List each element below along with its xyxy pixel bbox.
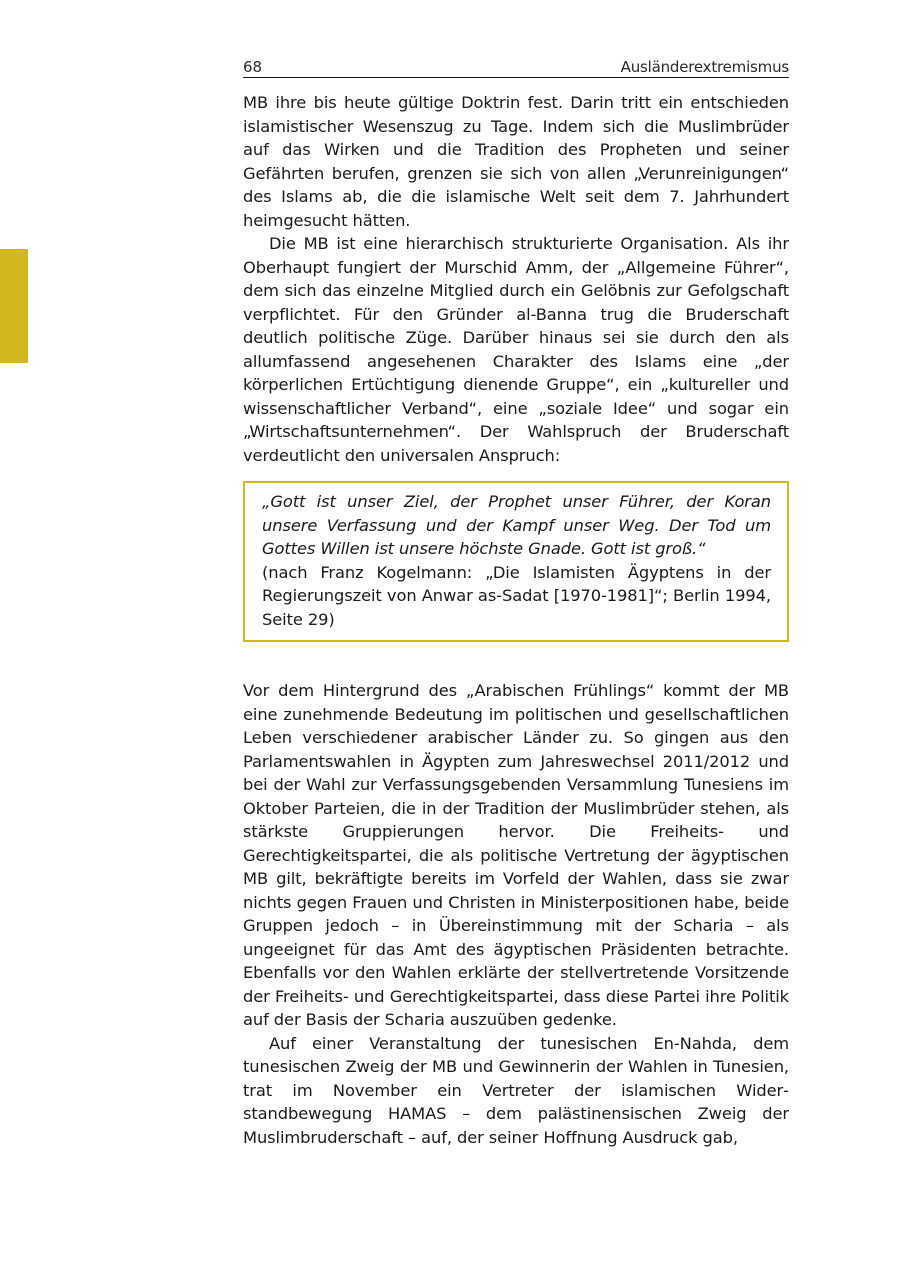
quote-text: „Gott ist unser Ziel, der Prophet unser Führer, der Koran unsere Verfassung und der Kampf unser Weg. Der Tod um Gottes Willen ist unsere höchste Gnade. Gott ist groß.“ bbox=[262, 492, 771, 558]
body-text-bottom bbox=[243, 679, 789, 1149]
section-title: Ausländerextremismus bbox=[620, 58, 789, 76]
body-text-top bbox=[243, 91, 789, 467]
page-content bbox=[243, 50, 789, 1149]
paragraph: Auf einer Veranstaltung der tunesischen En-Nahda, dem tunesischen Zweig der MB und Gewinnerin der Wahlen in Tunesien, trat im November ein Vertreter der islamischen Widerstandbewegung HAMAS – dem palästinensischen Zweig der Muslimbruderschaft – auf, der seiner Hoffnung Ausdruck gab, bbox=[243, 1033, 789, 1147]
chapter-marker-tab bbox=[0, 249, 28, 363]
paragraph: Die MB ist eine hierarchisch strukturierte Organisation. Als ihr Oberhaupt fungiert der Murschid Amm, der „Allgemeine Führer“, dem sich das einzelne Mitglied durch ein Gelöbnis zur Gefolgschaft verpflichtet. Für den Gründer al-Banna trug die Bruderschaft deutlich politische Züge. Darüber hinaus sei sie durch den als allumfassend angesehenen Charakter des Islams eine „der körperlichen Ertüchtigung dienende Gruppe“, ein „kultureller und wissenschaftlicher Verband“, eine „soziale Idee“ und sogar ein „Wirtschaftsunternehmen“. Der Wahlspruch der Bruderschaft verdeutlicht den universalen Anspruch: bbox=[243, 234, 789, 465]
page-number: 68 bbox=[243, 58, 263, 76]
paragraph: Vor dem Hintergrund des „Arabischen Frühlings“ kommt der MB eine zunehmende Bedeutung im politischen und gesellschaftlichen Leben verschiedener arabischer Länder zu. So gingen aus den Parlamentswahlen in Ägypten zum Jahreswechsel 2011/2012 und bei der Wahl zur Verfassungsgebenden Versammlung Tunesiens im Oktober Parteien, die in der Tradition der Muslimbrüder stehen, als stärkste Gruppierungen hervor. Die Freiheits- und Gerechtigkeitspartei, die als politische Vertretung der ägyptischen MB gilt, bekräftigte bereits im Vorfeld der Wahlen, dass sie zwar nichts gegen Frauen und Christen in Ministerpositionen habe, beide Gruppen jedoch – in Übereinstimmung mit der Scharia – als ungeeignet für das Amt des ägyptischen Präsidenten betrachte. Ebenfalls vor den Wahlen erklärte der stellvertretende Vorsitzende der Freiheits- und Gerechtigkeitspartei, dass diese Partei ihre Politik auf der Basis der Scharia auszuüben gedenke. bbox=[243, 681, 789, 1029]
quote-box bbox=[243, 481, 789, 642]
running-header bbox=[243, 50, 789, 78]
quote-source: (nach Franz Kogelmann: „Die Islamisten Ägyptens in der Regierungszeit von Anwar as-Sadat [1970-1981]“; Berlin 1994, Seite 29) bbox=[262, 562, 771, 629]
paragraph: MB ihre bis heute gültige Doktrin fest. Darin tritt ein entschieden islamistischer Wesenszug zu Tage. Indem sich die Muslimbrüder auf das Wirken und die Tradition des Propheten und seiner Gefährten berufen, grenzen sie sich von allen „Verunreinigungen“ des Islams ab, die die islamische Welt seit dem 7. Jahrhundert heimgesucht hätten. bbox=[243, 93, 789, 230]
